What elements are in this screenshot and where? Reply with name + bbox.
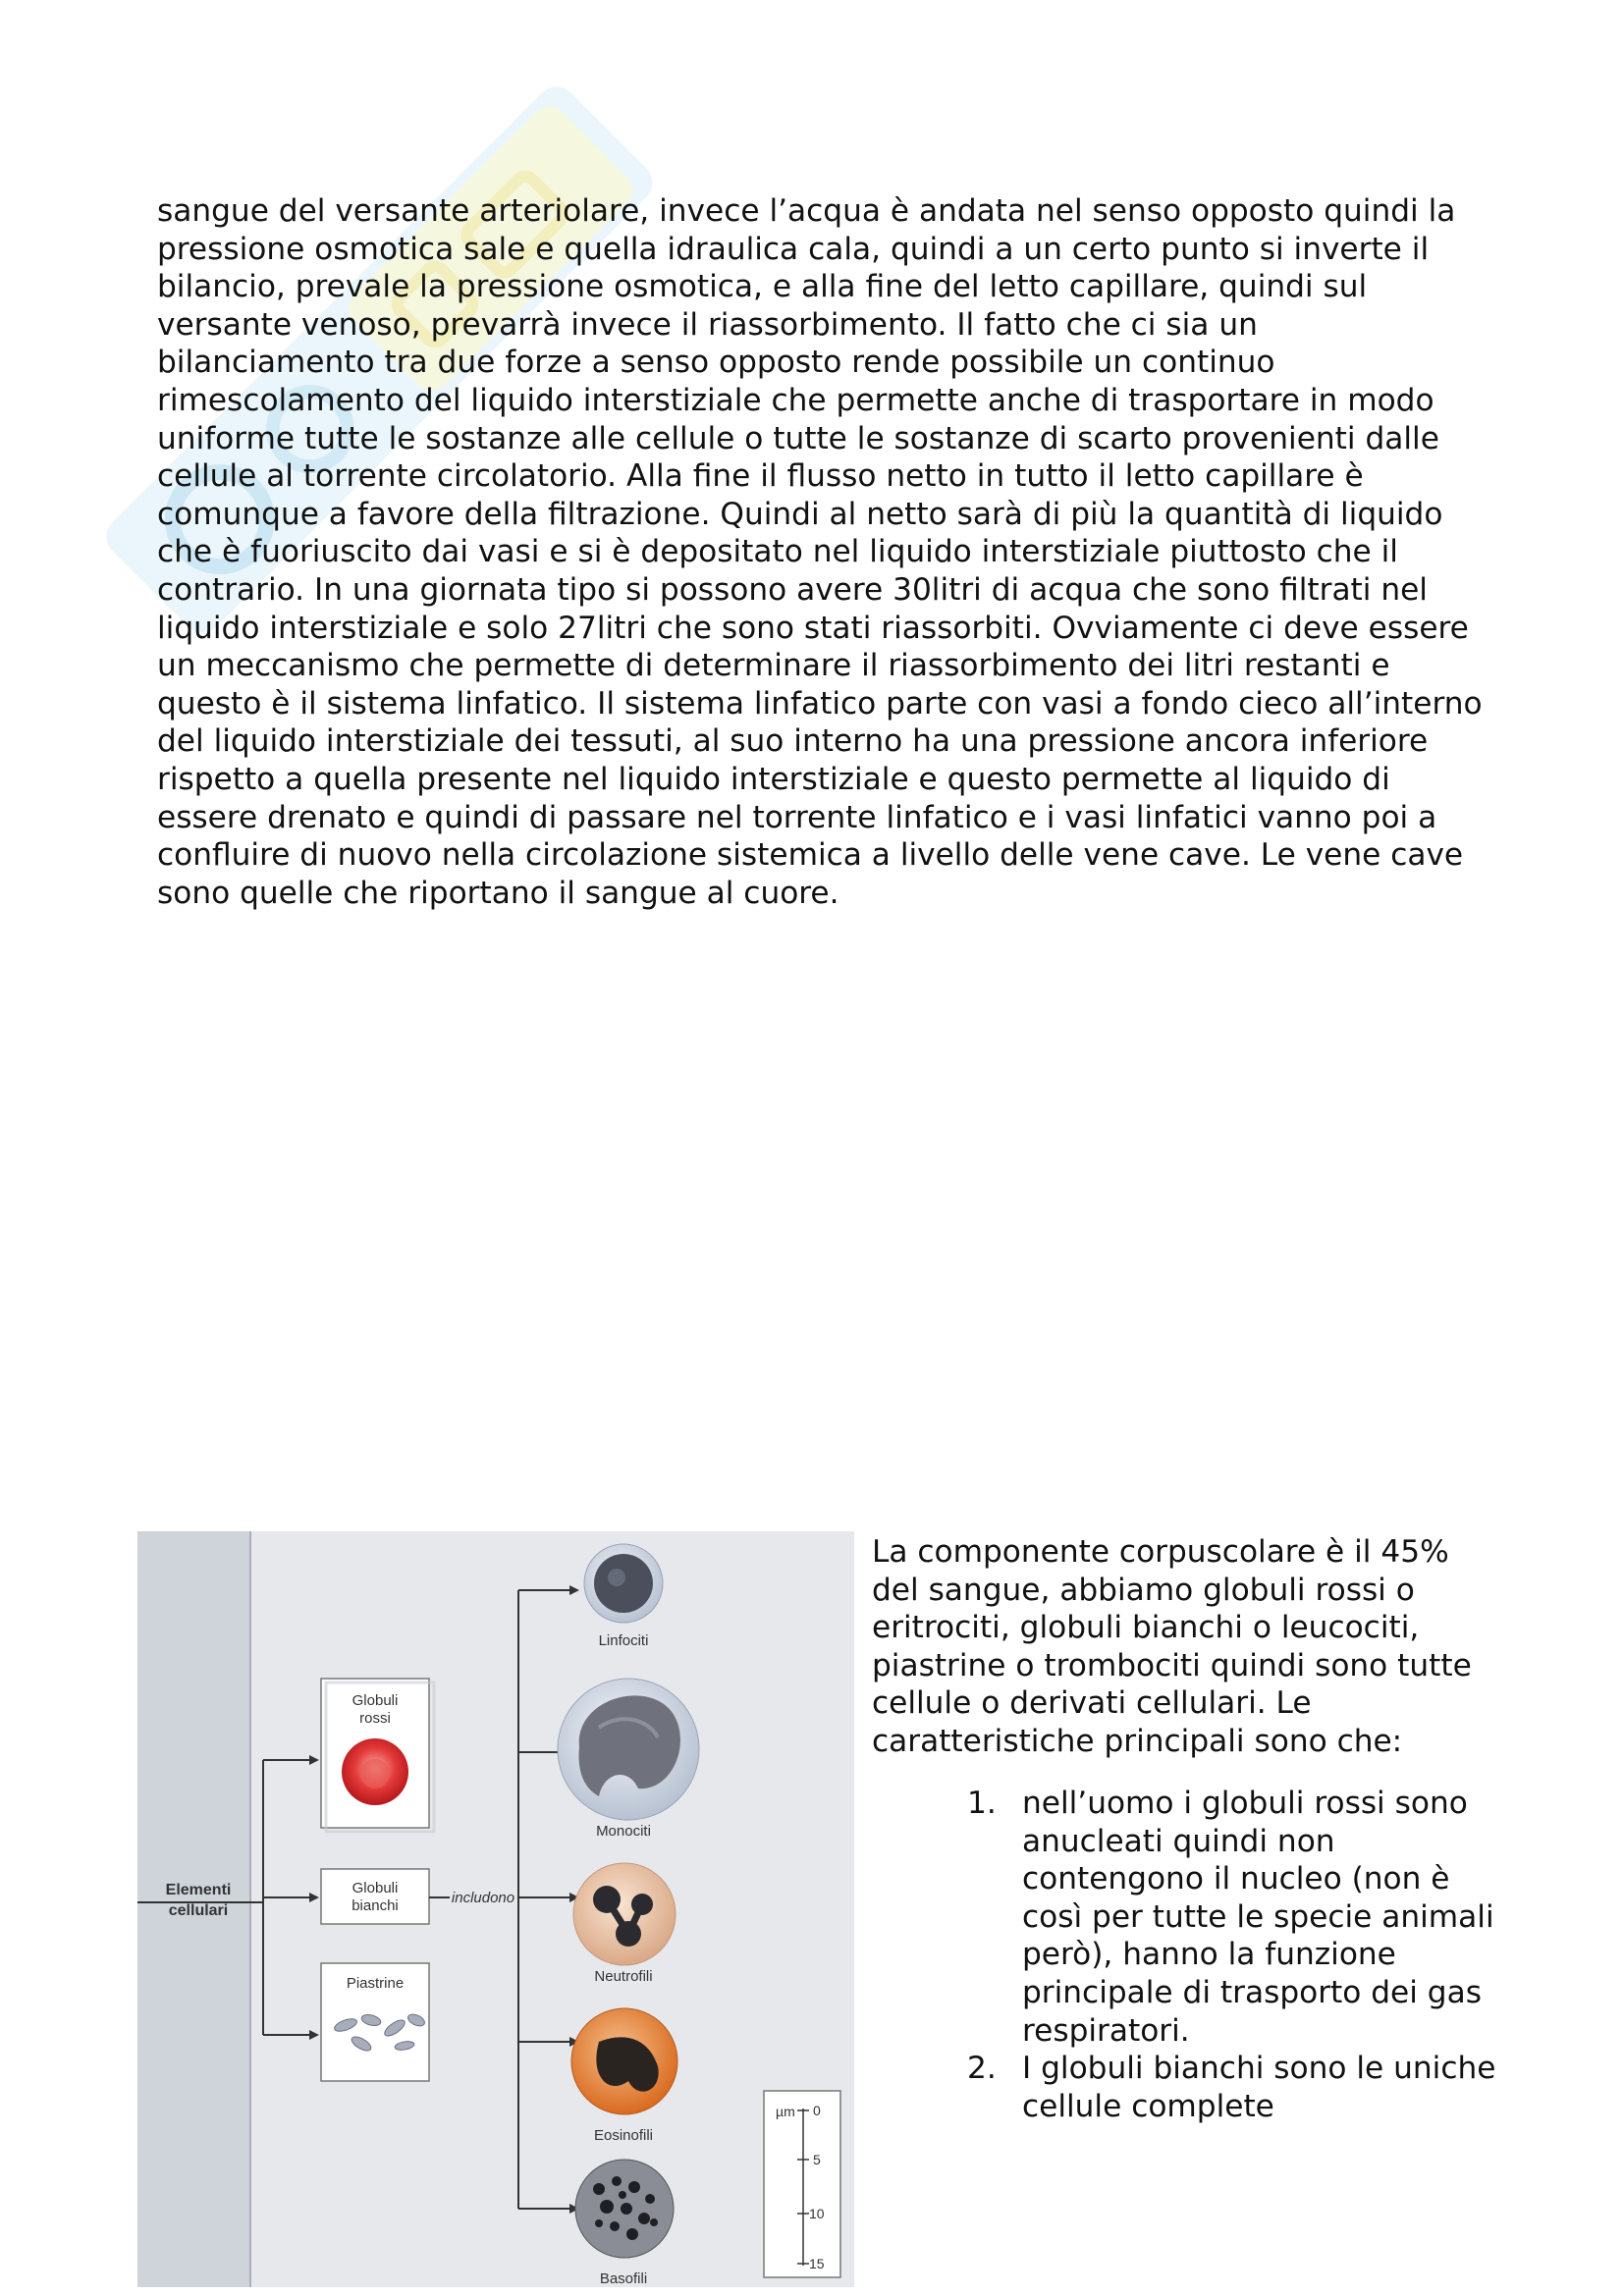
root-label-cellulari: cellulari <box>168 1902 229 1919</box>
includes-label: includono <box>451 1890 515 1906</box>
root-label-elementi: Elementi <box>165 1882 232 1898</box>
scale-unit: µm <box>776 2104 795 2119</box>
scale-tick-10: 10 <box>809 2206 825 2221</box>
main-paragraph: sangue del versante arteriolare, invece l’acqua è andata nel senso opposto quindi la pressione osmotica sale e quella idraulica cala, quindi a un certo punto si inverte il bilancio, prevale la pressione osmotica, e alla fine del letto capillare, quindi sul versante venoso, prevarrà invece il riassorbimento. Il fatto che ci sia un bilanciamento tra due forze a senso opposto rende possibile un continuo rimescolamento del liquido interstiziale che permette anche di trasportare in modo uniforme tutte le sostanze alle cellule o tutte le sostanze di scarto provenienti dalle cellule al torrente circolatorio. Alla fine il flusso netto in tutto il letto capillare è comunque a favore della filtrazione. Quindi al netto sarà di più la quantità di liquido che è fuoriuscito dai vasi e si è depositato nel liquido interstiziale piuttosto che il contrario. In una giornata tipo si possono avere 30litri di acqua che sono filtrati nel liquido interstiziale e solo 27litri che sono stati riassorbiti. Ovviamente ci deve essere un meccanismo che permette di determinare il riassorbimento dei litri restanti e questo è il sistema linfatico. Il sistema linfatico parte con vasi a fondo cieco all’interno del liquido interstiziale dei tessuti, al suo interno ha una pressione ancora inferiore rispetto a quella presente nel liquido interstiziale e questo permette al liquido di essere drenato e quindi di passare nel torrente linfatico e i vasi linfatici vanno poi a confluire di nuovo nella circolazione sistemica a livello delle vene cave. Le vene cave sono quelle che riportano il sangue al cuore. <box>157 193 1483 911</box>
blood-cells-figure <box>137 1531 854 2287</box>
list-item <box>967 1785 1497 2050</box>
characteristics-list <box>967 1785 1497 2125</box>
side-intro-text: La componente corpuscolare è il 45% del sangue, abbiamo globuli rossi o eritrociti, globuli bianchi o leucociti, piastrine o trombociti quindi sono tutte cellule o derivati cellulari. Le caratteristiche principali sono che: <box>872 1534 1472 1759</box>
box-globuli-rossi-label-2: rossi <box>359 1710 391 1727</box>
neutrophil-icon <box>573 1863 676 1965</box>
box-globuli-rossi-label-1: Globuli <box>352 1692 399 1709</box>
list-item-text: nell’uomo i globuli rossi sono anucleati quindi non contengono il nucleo (non è così per tutte le specie animali però), hanno la funzione principale di trasporto dei gas respiratori. <box>1022 1786 1494 2049</box>
label-neutrofili: Neutrofili <box>594 1968 653 1985</box>
monocyte-icon <box>558 1679 699 1820</box>
scale-tick-15: 15 <box>809 2256 825 2271</box>
box-globuli-bianchi <box>321 1869 429 1924</box>
basophil-icon <box>575 2160 674 2258</box>
scale-tick-0: 0 <box>813 2103 821 2118</box>
list-item-number: 2. <box>967 2051 997 2087</box>
list-item <box>967 2050 1497 2125</box>
list-item-number: 1. <box>967 1786 997 1821</box>
label-eosinofili: Eosinofili <box>593 2127 654 2144</box>
list-item-text: I globuli bianchi sono le uniche cellule complete <box>1022 2051 1496 2124</box>
label-monociti: Monociti <box>596 1823 651 1840</box>
lymphocyte-icon <box>584 1544 663 1623</box>
label-linfociti: Linfociti <box>598 1632 649 1649</box>
scale-tick-5: 5 <box>813 2152 821 2167</box>
box-piastrine-label: Piastrine <box>346 1975 405 1992</box>
eosinophil-icon <box>571 2008 677 2114</box>
box-globuli-bianchi-label-1: Globuli <box>352 1880 399 1896</box>
box-globuli-bianchi-label-2: bianchi <box>352 1897 399 1914</box>
label-basofili: Basofili <box>599 2270 648 2287</box>
